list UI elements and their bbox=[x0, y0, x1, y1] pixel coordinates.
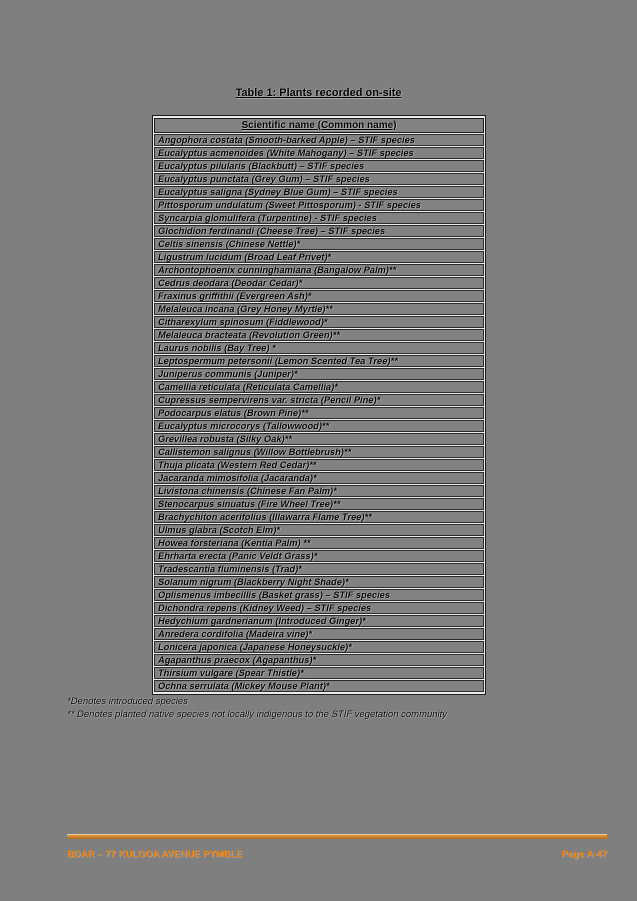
footer-page-number: Page A-47 bbox=[561, 849, 607, 860]
species-cell: Eucalyptus pilularis (Blackbutt) – STIF species bbox=[154, 160, 484, 172]
table-row bbox=[154, 654, 484, 666]
species-cell: Cedrus deodara (Deodar Cedar)* bbox=[154, 277, 484, 289]
table-row bbox=[154, 251, 484, 263]
table-body bbox=[154, 134, 484, 692]
table-row bbox=[154, 147, 484, 159]
table-row bbox=[154, 446, 484, 458]
table-row bbox=[154, 576, 484, 588]
species-cell: Agapanthus praecox (Agapanthus)* bbox=[154, 654, 484, 666]
species-cell: Ehrharta erecta (Panic Veldt Grass)* bbox=[154, 550, 484, 562]
table-row bbox=[154, 355, 484, 367]
table-row bbox=[154, 303, 484, 315]
table-row bbox=[154, 342, 484, 354]
table-row bbox=[154, 602, 484, 614]
table-row bbox=[154, 407, 484, 419]
species-cell: Ligustrum lucidum (Broad Leaf Privet)* bbox=[154, 251, 484, 263]
species-cell: Angophora costata (Smooth-barked Apple) – STIF species bbox=[154, 134, 484, 146]
species-cell: Celtis sinensis (Chinese Nettle)* bbox=[154, 238, 484, 250]
table-row bbox=[154, 641, 484, 653]
table-row bbox=[154, 186, 484, 198]
species-cell: Solanum nigrum (Blackberry Night Shade)* bbox=[154, 576, 484, 588]
footer-rule bbox=[67, 834, 607, 839]
table-row bbox=[154, 316, 484, 328]
table-row bbox=[154, 472, 484, 484]
table-row bbox=[154, 628, 484, 640]
species-cell: Howea forsteriana (Kentia Palm) ** bbox=[154, 537, 484, 549]
table-row bbox=[154, 173, 484, 185]
footnote-introduced-species: *Denotes introduced species bbox=[67, 696, 188, 707]
species-cell: Tradescantia fluminensis (Trad)* bbox=[154, 563, 484, 575]
page-footer bbox=[67, 849, 607, 860]
species-cell: Hedychium gardnerianum (Introduced Ginger)* bbox=[154, 615, 484, 627]
table-row bbox=[154, 498, 484, 510]
table-row bbox=[154, 420, 484, 432]
species-cell: Syncarpia glomulifera (Turpentine) - STIF species bbox=[154, 212, 484, 224]
species-cell: Callistemon salignus (Willow Bottlebrush)** bbox=[154, 446, 484, 458]
species-cell: Cupressus sempervirens var. stricta (Pencil Pine)* bbox=[154, 394, 484, 406]
footnote-planted-native-species: ** Denotes planted native species not locally indigenous to the STIF vegetation community bbox=[67, 709, 448, 720]
table-row bbox=[154, 680, 484, 692]
species-cell: Podocarpus elatus (Brown Pine)** bbox=[154, 407, 484, 419]
table-header-cell: Scientific name (Common name) bbox=[154, 118, 484, 133]
species-cell: Juniperus communis (Juniper)* bbox=[154, 368, 484, 380]
table-row bbox=[154, 589, 484, 601]
table-row bbox=[154, 433, 484, 445]
species-cell: Pittosporum undulatum (Sweet Pittosporum) - STIF species bbox=[154, 199, 484, 211]
table-row bbox=[154, 667, 484, 679]
species-cell: Melaleuca bracteata (Revolution Green)** bbox=[154, 329, 484, 341]
table-row bbox=[154, 290, 484, 302]
table-row bbox=[154, 134, 484, 146]
species-cell: Citharexylum spinosum (Fiddlewood)* bbox=[154, 316, 484, 328]
table-row bbox=[154, 277, 484, 289]
table-row bbox=[154, 238, 484, 250]
species-cell: Brachychiton acerifolius (Illawarra Flame Tree)** bbox=[154, 511, 484, 523]
table-row bbox=[154, 563, 484, 575]
species-cell: Thuja plicata (Western Red Cedar)** bbox=[154, 459, 484, 471]
species-cell: Eucalyptus microcorys (Tallowwood)** bbox=[154, 420, 484, 432]
table-row bbox=[154, 459, 484, 471]
species-cell: Dichondra repens (Kidney Weed) – STIF species bbox=[154, 602, 484, 614]
plants-table bbox=[152, 115, 486, 695]
species-cell: Stenocarpus sinuatus (Fire Wheel Tree)** bbox=[154, 498, 484, 510]
species-cell: Fraxinus griffithii (Evergreen Ash)* bbox=[154, 290, 484, 302]
table-row bbox=[154, 394, 484, 406]
table-row bbox=[154, 550, 484, 562]
table-row bbox=[154, 160, 484, 172]
table-row bbox=[154, 485, 484, 497]
table-row bbox=[154, 368, 484, 380]
species-cell: Oplismenus imbecillis (Basket grass) – STIF species bbox=[154, 589, 484, 601]
footer-document-title: BDAR – 77 KULGOA AVENUE PYMBLE bbox=[67, 849, 243, 860]
table-row bbox=[154, 511, 484, 523]
table-title: Table 1: Plants recorded on-site bbox=[235, 87, 402, 99]
species-cell: Glochidion ferdinandi (Cheese Tree) – STIF species bbox=[154, 225, 484, 237]
species-cell: Livistona chinensis (Chinese Fan Palm)* bbox=[154, 485, 484, 497]
table-row bbox=[154, 381, 484, 393]
table-row bbox=[154, 264, 484, 276]
species-cell: Lonicera japonica (Japanese Honeysuckle)* bbox=[154, 641, 484, 653]
footnotes bbox=[67, 695, 587, 721]
table-header-row bbox=[154, 118, 484, 133]
species-cell: Ochna serrulata (Mickey Mouse Plant)* bbox=[154, 680, 484, 692]
species-cell: Thirsium vulgare (Spear Thistle)* bbox=[154, 667, 484, 679]
table-row bbox=[154, 329, 484, 341]
species-cell: Camellia reticulata (Reticulata Camellia)* bbox=[154, 381, 484, 393]
species-cell: Jacaranda mimosifolia (Jacaranda)* bbox=[154, 472, 484, 484]
table-row bbox=[154, 524, 484, 536]
species-cell: Eucalyptus saligna (Sydney Blue Gum) – STIF species bbox=[154, 186, 484, 198]
species-cell: Eucalyptus acmenoides (White Mahogany) – STIF species bbox=[154, 147, 484, 159]
species-cell: Anredera cordifolia (Madeira vine)* bbox=[154, 628, 484, 640]
table-row bbox=[154, 615, 484, 627]
table-row bbox=[154, 199, 484, 211]
species-cell: Melaleuca incana (Grey Honey Myrtle)** bbox=[154, 303, 484, 315]
table-row bbox=[154, 537, 484, 549]
species-cell: Grevillea robusta (Silky Oak)** bbox=[154, 433, 484, 445]
species-cell: Eucalyptus punctata (Grey Gum) – STIF species bbox=[154, 173, 484, 185]
species-cell: Leptospermum petersonii (Lemon Scented Tea Tree)** bbox=[154, 355, 484, 367]
species-cell: Laurus nobilis (Bay Tree) * bbox=[154, 342, 484, 354]
table-row bbox=[154, 225, 484, 237]
table-row bbox=[154, 212, 484, 224]
species-cell: Ulmus glabra (Scotch Elm)* bbox=[154, 524, 484, 536]
species-cell: Archontophoenix cunninghamiana (Bangalow Palm)** bbox=[154, 264, 484, 276]
